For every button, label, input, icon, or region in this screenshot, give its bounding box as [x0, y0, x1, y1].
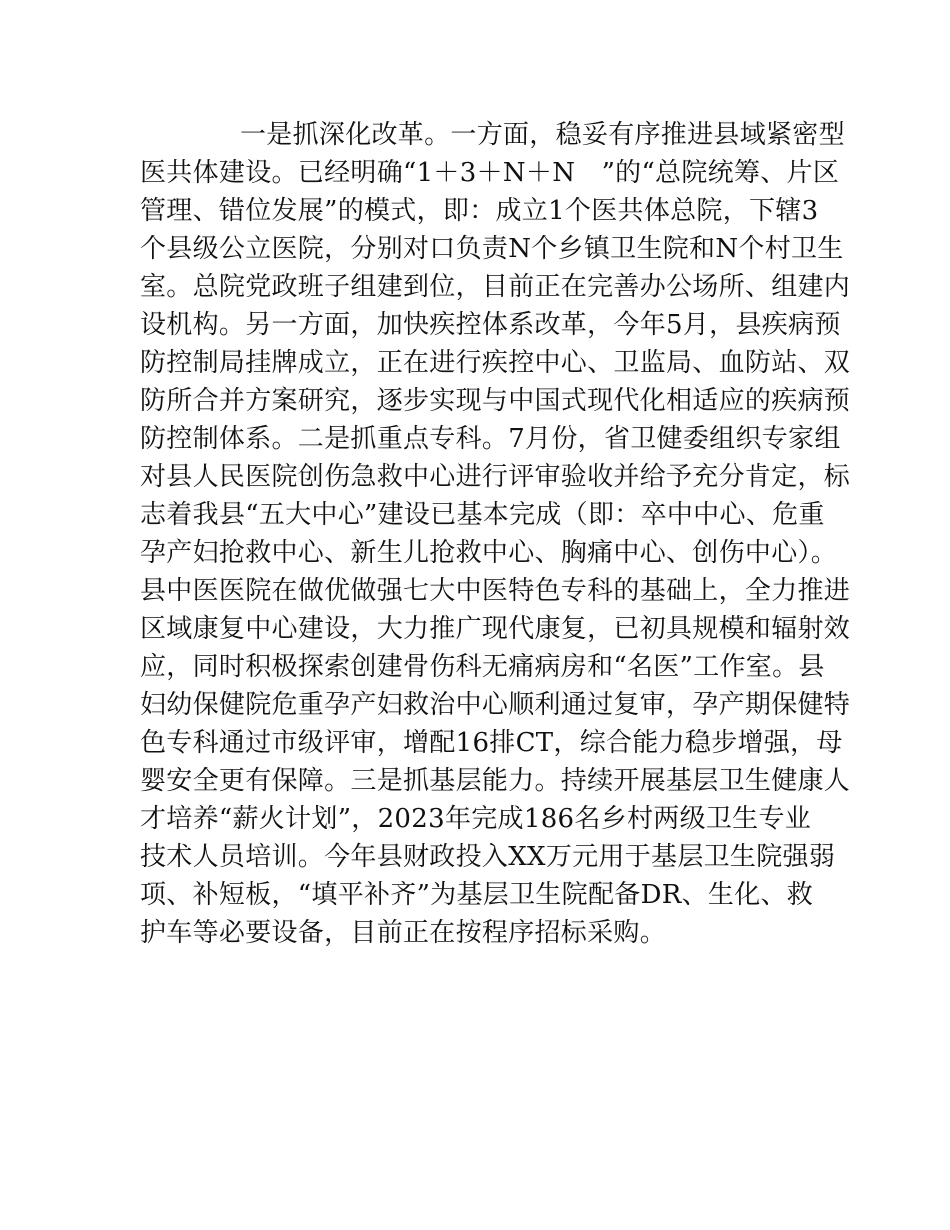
- paragraph-line: 志着我县“五大中心”建设已基本完成（即：卒中中心、危重: [140, 500, 825, 530]
- body-paragraph: [140, 116, 851, 952]
- paragraph-line: 护车等必要设备，目前正在按程序招标采购。: [140, 918, 667, 948]
- paragraph-line: 项、补短板，“填平补齐”为基层卫生院配备DR、生化、救: [140, 880, 814, 910]
- paragraph-line: 才培养“薪火计划”，2023年完成186名乡村两级卫生专业: [140, 804, 812, 834]
- paragraph-line: 防所合并方案研究，逐步实现与中国式现代化相适应的疾病预: [140, 386, 851, 416]
- paragraph-line: 色专科通过市级评审，增配16排CT，综合能力稳步增强，母: [140, 728, 843, 758]
- paragraph-line: 防控制体系。二是抓重点专科。7月份，省卫健委组织专家组: [140, 424, 841, 454]
- paragraph-line: 个县级公立医院，分别对口负责N个乡镇卫生院和N个村卫生: [140, 234, 844, 264]
- paragraph-line: 管理、错位发展”的模式，即：成立1个医共体总院，下辖3: [140, 196, 819, 226]
- paragraph-line: 对县人民医院创伤急救中心进行评审验收并给予充分肯定，标: [140, 462, 851, 492]
- paragraph-line: 妇幼保健院危重孕产妇救治中心顺利通过复审，孕产期保健特: [140, 690, 851, 720]
- paragraph-line: 孕产妇抢救中心、新生儿抢救中心、胸痛中心、创伤中心）。: [140, 538, 838, 568]
- paragraph-line: 医共体建设。已经明确“1＋3＋N＋N ”的“总院统筹、片区: [140, 158, 840, 188]
- paragraph-line: 防控制局挂牌成立，正在进行疾控中心、卫监局、血防站、双: [140, 348, 851, 378]
- paragraph-line: 县中医医院在做优做强七大中医特色专科的基础上，全力推进: [140, 576, 851, 606]
- paragraph-line: 设机构。另一方面，加快疾控体系改革，今年5月，县疾病预: [140, 310, 841, 340]
- paragraph-line: 室。总院党政班子组建到位，目前正在完善办公场所、组建内: [140, 272, 851, 302]
- paragraph-line: 一是抓深化改革。一方面，稳妥有序推进县域紧密型: [240, 120, 845, 150]
- paragraph-line: 区域康复中心建设，大力推广现代康复，已初具规模和辐射效: [140, 614, 851, 644]
- paragraph-line: 技术人员培训。今年县财政投入XX万元用于基层卫生院强弱: [140, 842, 836, 872]
- paragraph-line: 婴安全更有保障。三是抓基层能力。持续开展基层卫生健康人: [140, 766, 851, 796]
- paragraph-line: 应，同时积极探索创建骨伤科无痛病房和“名医”工作室。县: [140, 652, 825, 682]
